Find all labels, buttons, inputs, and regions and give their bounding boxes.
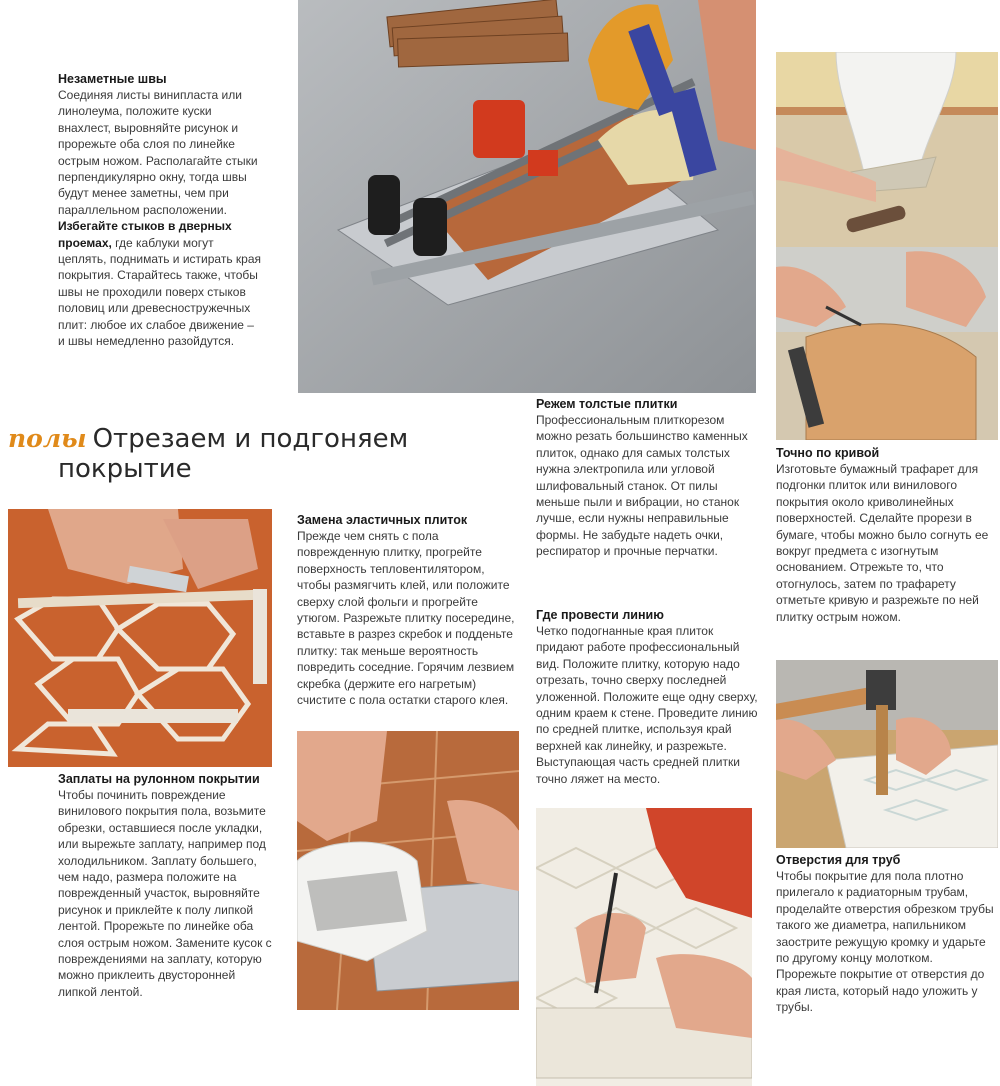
pipes-body: Чтобы покрытие для пола плотно прилегало к радиаторным трубам, проделайте отверстия обрезком трубы такого же диаметра, напильником заострите режущую кромку и ударьте по другому концу молотком. Прорежьте покрытие от отверстия до края листа, который надо уложить у трубы.	[776, 869, 994, 1015]
seams-lead: Избегайте стыков в дверных проемах,	[58, 219, 232, 250]
section-title-line2: покрытие	[58, 454, 192, 484]
elastic-body: Прежде чем снять с пола поврежденную плитку, прогрейте поверхность тепловентилятором, чтобы размягчить клей, или положите сверху слой фольги и прогрейте утюгом. Разрежьте плитку посередине, вставьте в разрез скребок и подденьте плитку: так меньше вероятность повредить соседние. Горячим лезвием скребка (держите его нагретым) счистите с пола остатки старого клея.	[297, 529, 515, 708]
pipe-hammer-photo	[776, 660, 998, 848]
section-title-line1: Отрезаем и подгоняем	[92, 424, 409, 454]
section-kicker: полы	[8, 424, 87, 453]
patch-block	[58, 772, 273, 1000]
seams-body2-text: где каблуки могут цеплять, поднимать и истирать края покрытия. Старайтесь также, чтобы швы не проходили поверх стыков половиц или древесностружечных плит: любое их слабое движение – и швы немедленно разойдутся.	[58, 235, 262, 349]
elastic-title: Замена эластичных плиток	[297, 513, 468, 527]
toilet-template-photo	[776, 52, 998, 247]
pipes-title: Отверстия для труб	[776, 853, 901, 867]
seams-block	[58, 72, 263, 350]
patch-title: Заплаты на рулонном покрытии	[58, 772, 260, 786]
seams-body2	[58, 218, 263, 349]
line-body: Четко подогнанные края плиток придают работе профессиональный вид. Положите плитку, которую надо отрезать, точно сверху последней уложенной. Положите еще одну сверху, одним краем к стене. Проведите линию по средней плитке, используя край верхней как линейку, и разрежьте. Выступающая часть средней плитки точно ляжет на место.	[536, 624, 758, 786]
curve-title: Точно по кривой	[776, 446, 880, 460]
section-title	[0, 424, 478, 484]
line-block	[536, 608, 762, 787]
line-title: Где провести линию	[536, 608, 664, 622]
tile-cutter-photo	[298, 0, 756, 393]
elastic-block	[297, 513, 519, 708]
curve-trace-photo	[776, 247, 998, 440]
thick-tiles-title: Режем толстые плитки	[536, 397, 678, 411]
line-drawing-photo	[536, 808, 752, 1086]
hex-tiles-photo	[8, 509, 272, 767]
seams-title: Незаметные швы	[58, 72, 167, 86]
pipes-block	[776, 853, 996, 1016]
curve-block	[776, 446, 996, 625]
thick-tiles-block	[536, 397, 762, 560]
curve-body: Изготовьте бумажный трафарет для подгонки плиток или винилового покрытия около криволинейных поверхностей. Сделайте прорези в бумаге, чтобы можно было согнуть ее вокруг предмета с изогнутым основанием. Отрежьте то, что отогнулось, затем по трафарету отметьте кривую и разрежьте по ней плитку острым ножом.	[776, 462, 989, 624]
thick-tiles-body: Профессиональным плиткорезом можно резать большинство каменных плиток, однако для самых толстых нужна электропила или угловой шлифовальный станок. От пилы меньше пыли и вибрации, но станок лучше, если нужны неправильные формы. Не забудьте надеть очки, респиратор и прочные перчатки.	[536, 413, 748, 559]
patch-body: Чтобы починить повреждение винилового покрытия пола, возьмите обрезки, оставшиеся после укладки, или вырежьте заплату, например под холодильником. Заплату большего, чем надо, размера положите на поврежденный участок, выровняйте рисунок и приклейте к полу липкой лентой. Прорежьте по линейке оба слоя острым ножом. Замените кусок с повреждениями на заплату, которую можно приклеить двусторонней липкой лентой.	[58, 788, 272, 999]
seams-body: Соединяя листы винипласта или линолеума, положите куски внахлест, выровняйте рисунок и прорежьте оба слоя по линейке острым ножом. Располагайте стыки перпендикулярно окну, тогда швы будут менее заметны, чем при параллельном расположении.	[58, 88, 258, 217]
iron-foil-photo	[297, 731, 519, 1010]
